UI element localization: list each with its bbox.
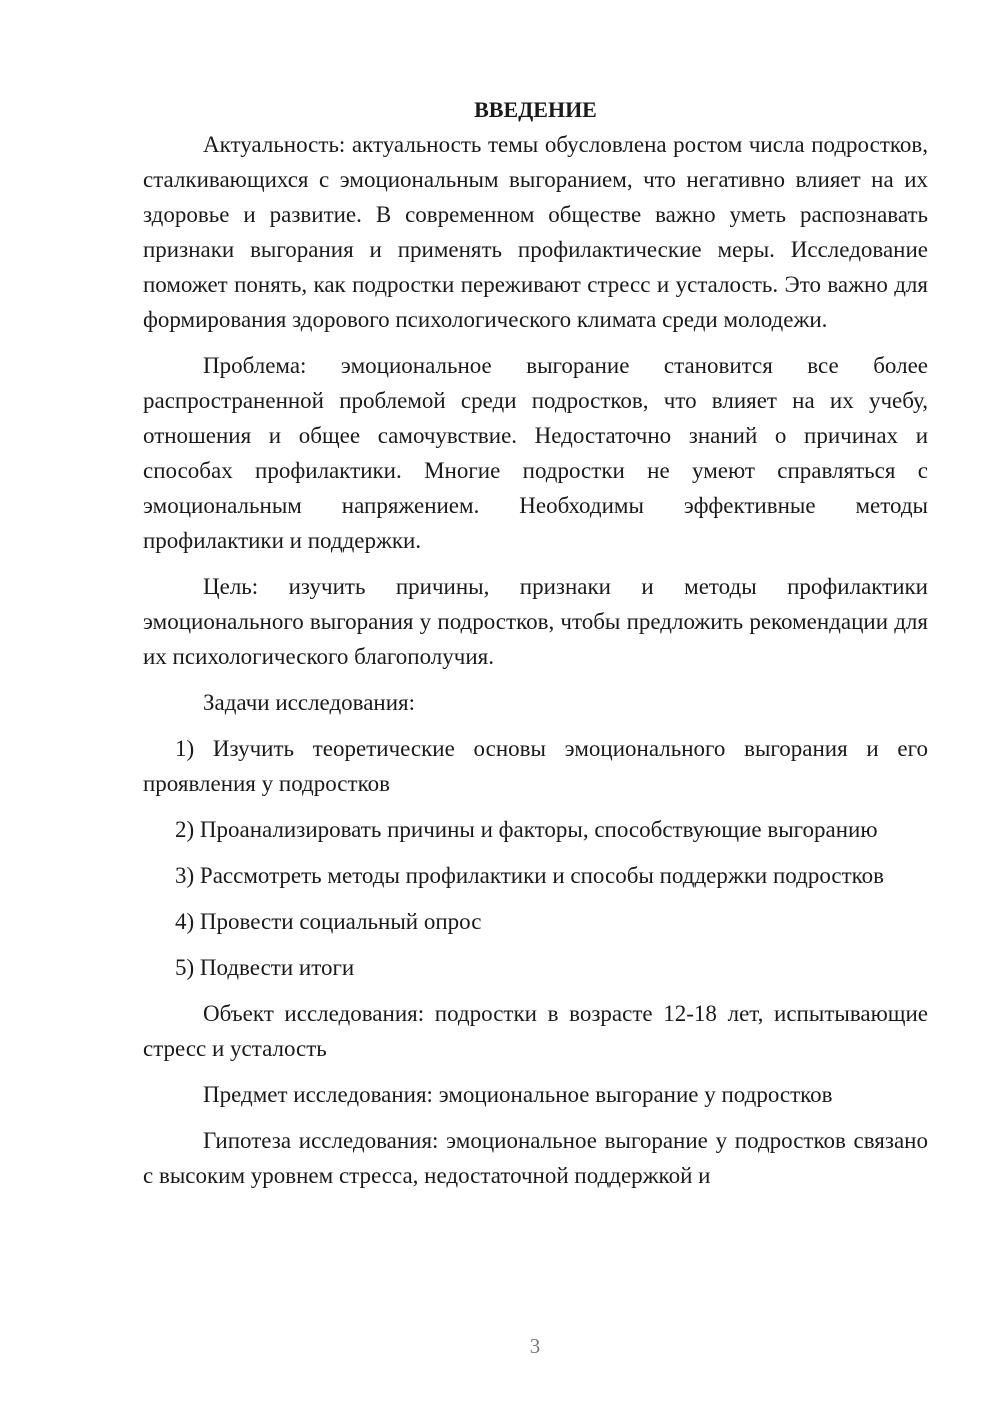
- tasks-heading: Задачи исследования:: [203, 690, 416, 715]
- task-item-5: 5) Подвести итоги: [175, 955, 355, 980]
- subject-paragraph: Предмет исследования: эмоциональное выгорание у подростков: [203, 1082, 833, 1107]
- object-paragraph: Объект исследования: подростки в возрасте 12-18 лет, испытывающие стресс и усталость: [143, 1001, 928, 1061]
- hypothesis-paragraph: Гипотеза исследования: эмоциональное выгорание у подростков связано с высоким уровнем стресса, недостаточной поддержкой и: [143, 1128, 928, 1188]
- relevance-paragraph: Актуальность: актуальность темы обусловлена ростом числа подростков, сталкивающихся с эмоциональным выгоранием, что негативно влияет на их здоровье и развитие. В современном обществе важно уметь распознавать признаки выгорания и применять профилактические меры. Исследование поможет понять, как подростки переживают стресс и усталость. Это важно для формирования здорового психологического климата среди молодежи.: [143, 132, 928, 332]
- task-item-1: 1) Изучить теоретические основы эмоционального выгорания и его проявления у подростков: [143, 736, 928, 796]
- task-item-2: 2) Проанализировать причины и факторы, способствующие выгоранию: [175, 817, 878, 842]
- task-item-4: 4) Провести социальный опрос: [175, 909, 482, 934]
- page-number: 3: [529, 1334, 541, 1358]
- goal-paragraph: Цель: изучить причины, признаки и методы профилактики эмоционального выгорания у подростков, чтобы предложить рекомендации для их психологического благополучия.: [143, 574, 928, 669]
- task-item-3: 3) Рассмотреть методы профилактики и способы поддержки подростков: [175, 863, 885, 888]
- problem-paragraph: Проблема: эмоциональное выгорание становится все более распространенной проблемой среди подростков, что влияет на их учебу, отношения и общее самочувствие. Недостаточно знаний о причинах и способах профилактики. Многие подростки не умеют справляться с эмоциональным напряжением. Необходимы эффективные методы профилактики и поддержки.: [143, 353, 928, 553]
- section-title: ВВЕДЕНИЕ: [474, 97, 597, 122]
- page-content: [143, 92, 928, 1204]
